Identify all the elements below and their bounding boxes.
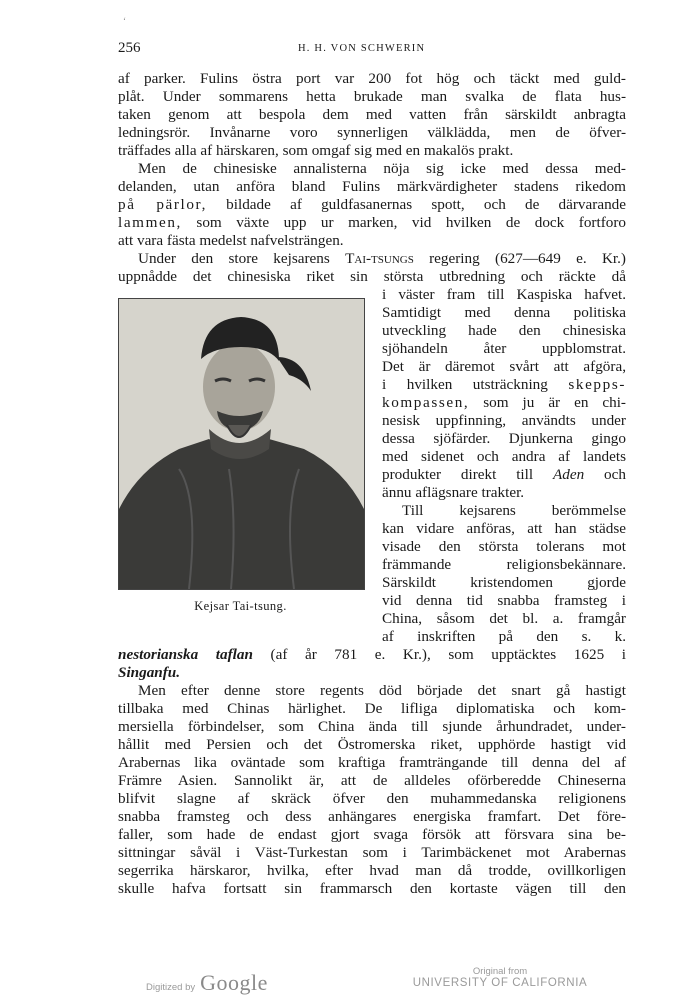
text-line: segerrika härskaror, hvilka, efter hvad man då trodde, ovillkorligen (118, 862, 626, 879)
text-line: kompassen, som ju är en chi- (382, 394, 626, 411)
text-line: vid denna tid snabba framsteg i (382, 592, 626, 609)
text-line: blifvit slagne af skräck öfver den muhammedanska religionens (118, 790, 626, 807)
figure-caption: Kejsar Tai-tsung. (194, 599, 287, 613)
text-line: Till kejsarens berömmelse (402, 502, 626, 519)
margin-mark: ‘ (123, 16, 126, 26)
emperor-name: Tai-tsungs (345, 250, 414, 267)
text-line: dessa sjöfärder. Djunkerna gingo (382, 430, 626, 447)
text-line: Men de chinesiske annalisterna nöja sig icke med dessa med- (138, 160, 626, 177)
text-line: tillbaka med Chinas härlighet. De lifliga diplomatiska och kom- (118, 700, 626, 717)
place-name: Aden (552, 466, 585, 483)
text-line: ännu aflägsnare trakter. (382, 484, 525, 501)
text-line: nesisk uppfinning, användts under (382, 412, 626, 429)
place-name: Singanfu. (118, 664, 181, 681)
spaced-phrase: skepps- (568, 376, 626, 393)
text-line: uppnådde det chinesiska riket sin största utbredning och räckte då (118, 268, 626, 285)
text-line: mersiella förbindelser, som China ända till sjunde århundradet, under- (118, 718, 626, 735)
text-line: nestorianska taflan (af år 781 e. Kr.), som upptäcktes 1625 i (118, 646, 627, 663)
text-line: produkter direkt till Aden och (382, 466, 626, 483)
text-line: Särskildt kristendomen gjorde (382, 574, 626, 591)
text-line: hållit med Persien och det Östromerska riket, upphörde hastigt vid (118, 736, 626, 753)
text-line: skulle hafva fortsatt sin frammarsch den kortaste vägen till den (118, 880, 626, 897)
text-line: Samtidigt med denna politiska (382, 304, 626, 321)
text-line: faller, som hade de endast gjort svaga försök att försvara sina be- (118, 826, 626, 843)
text-line: kan vidare anföras, att han städse (382, 520, 626, 537)
digitized-label: Digitized by (146, 982, 196, 993)
text-line: Det är däremot svårt att afgöra, (382, 358, 626, 375)
inscription-name: nestorianska taflan (118, 646, 253, 663)
text-line: sjöhandeln åter uppblomstrat. (382, 340, 626, 357)
text-line: i hvilken utsträckning skepps- (382, 376, 626, 393)
text-line: att vara fästa medelst nafvelsträngen. (118, 232, 344, 249)
text-line: af inskriften på den s. k. (382, 628, 626, 645)
text-line: i väster fram till Kaspiska hafvet. (382, 286, 626, 303)
spaced-phrase: lammen, (118, 214, 182, 231)
source-watermark (400, 966, 600, 989)
digitized-watermark (146, 970, 268, 996)
text-line: på pärlor, bildade af guldfasanernas spott, och de därvarande (118, 196, 626, 213)
text-line: Arabernas lika oväntade som kraftiga framträngande till denna del af (118, 754, 626, 771)
text-line: träffades alla af härskaren, som omgaf sig med en makalös prakt. (118, 142, 514, 159)
text-line: taken genom att bespola dem med vatten från särskildt anbragta (118, 106, 626, 123)
text-line: Främre Asien. Sannolikt är, att de alldeles oförberedde Chineserna (118, 772, 626, 789)
text-line: lammen, som växte upp ur marken, vid hvilken de dock fortforo (118, 214, 626, 231)
text-line: Under den store kejsarens Tai-tsungs regering (627—649 e. Kr.) (138, 250, 626, 267)
text-line: plåt. Under sommarens hetta brukade man svalka de flata hus- (118, 88, 626, 105)
university-label: UNIVERSITY OF CALIFORNIA (412, 977, 588, 989)
google-logo: Google (200, 970, 268, 995)
text-line: delanden, utan anföra bland Fulins märkvärdigheter stadens rikedom (118, 178, 626, 195)
text-line: utveckling hade den chinesiska (382, 322, 626, 339)
text-line: sittningar såväl i Väst-Turkestan som i Tarimbäckenet mot Arabernas (118, 844, 626, 861)
text-line (118, 664, 626, 682)
page-header (118, 40, 626, 58)
text-line: med sidenet och andra af landets (382, 448, 626, 465)
page-number: 256 (118, 40, 141, 56)
spaced-phrase: kompassen, (382, 394, 470, 411)
running-title: H. H. VON SCHWERIN (298, 43, 426, 54)
text-line: af parker. Fulins östra port var 200 fot hög och täckt med guld- (118, 70, 626, 87)
text-line: ledningsrör. Invånarne voro synnerligen välklädda, men de öfver- (118, 124, 626, 141)
portrait-figure (118, 298, 365, 590)
text-line: Men efter denne store regents död började det snart gå hastigt (138, 682, 626, 699)
text-line: China, såsom det bl. a. framgår (382, 610, 626, 627)
original-from-label: Original from (472, 966, 528, 977)
text-line: snabba framsteg och dess anhängares energiska framfart. Det före- (118, 808, 626, 825)
text-line: visade den största tolerans mot (382, 538, 626, 555)
text-line: främmande religionsbekännare. (382, 556, 626, 573)
spaced-phrase: på pärlor, (118, 196, 207, 213)
portrait-image (119, 299, 364, 589)
